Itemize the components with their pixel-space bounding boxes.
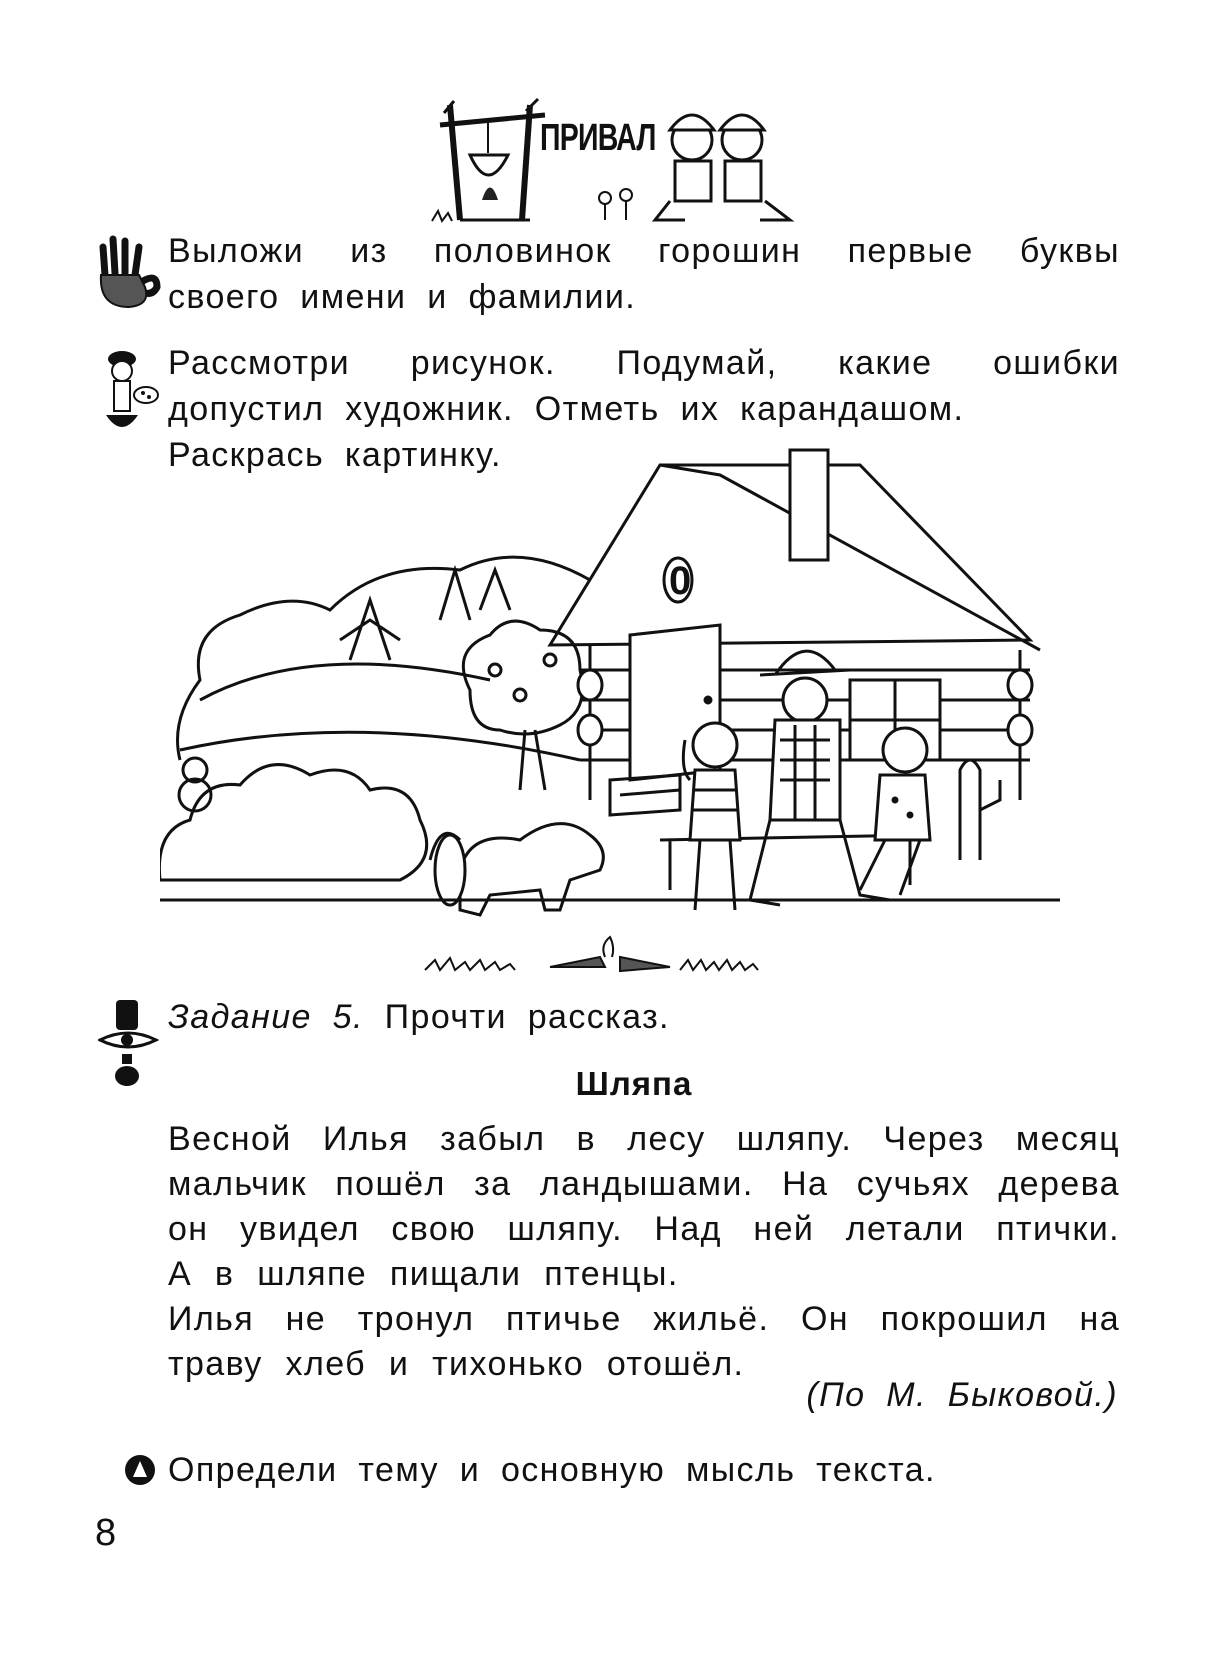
circle-marker-icon <box>124 1454 156 1486</box>
campfire-divider-icon <box>420 935 800 980</box>
story-line-5: Илья не тронул птичье жильё. Он покрошил на <box>168 1300 1120 1338</box>
story-line-4: А в шляпе пищали птенцы. <box>168 1255 679 1293</box>
story-line-6: траву хлеб и тихонько отошёл. <box>168 1345 745 1383</box>
header-title: ПРИВАЛ <box>540 117 656 159</box>
house-scene-icon <box>160 440 1060 980</box>
task1-line1: Выложи из половинок горошин первые буквы <box>168 232 1120 270</box>
task2-line1: Рассмотри рисунок. Подумай, какие ошибки <box>168 344 1120 382</box>
campfire-icon <box>430 95 850 235</box>
task3-label: Задание 5. <box>168 998 364 1036</box>
question-text: Определи тему и основную мысль текста. <box>168 1451 936 1489</box>
task3-instruction: Прочти рассказ. <box>384 998 670 1036</box>
page-number: 8 <box>95 1512 117 1554</box>
header-banner <box>430 95 850 235</box>
task1-line2: своего имени и фамилии. <box>168 278 637 316</box>
story-line-3: он увидел свою шляпу. Над ней летали птички. <box>168 1210 1120 1248</box>
story-line-2: мальчик пошёл за ландышами. На сучьях дерева <box>168 1165 1120 1203</box>
story-line-1: Весной Илья забыл в лесу шляпу. Через месяц <box>168 1120 1120 1158</box>
fire-separator <box>420 935 800 980</box>
task2-line3: Раскрась картинку. <box>168 436 502 474</box>
hand-icon <box>95 235 165 310</box>
house-scene-illustration <box>160 440 1060 980</box>
task1-text <box>168 228 1120 320</box>
story-body <box>168 1117 1120 1387</box>
task2-line2: допустил художник. Отметь их карандашом. <box>168 390 965 428</box>
attic-window-letter: 0 <box>669 559 692 603</box>
task3-line <box>168 994 670 1040</box>
story-author: (По М. Быковой.) <box>806 1376 1118 1414</box>
story-title: Шляпа <box>575 1065 693 1102</box>
painter-icon <box>98 345 160 435</box>
